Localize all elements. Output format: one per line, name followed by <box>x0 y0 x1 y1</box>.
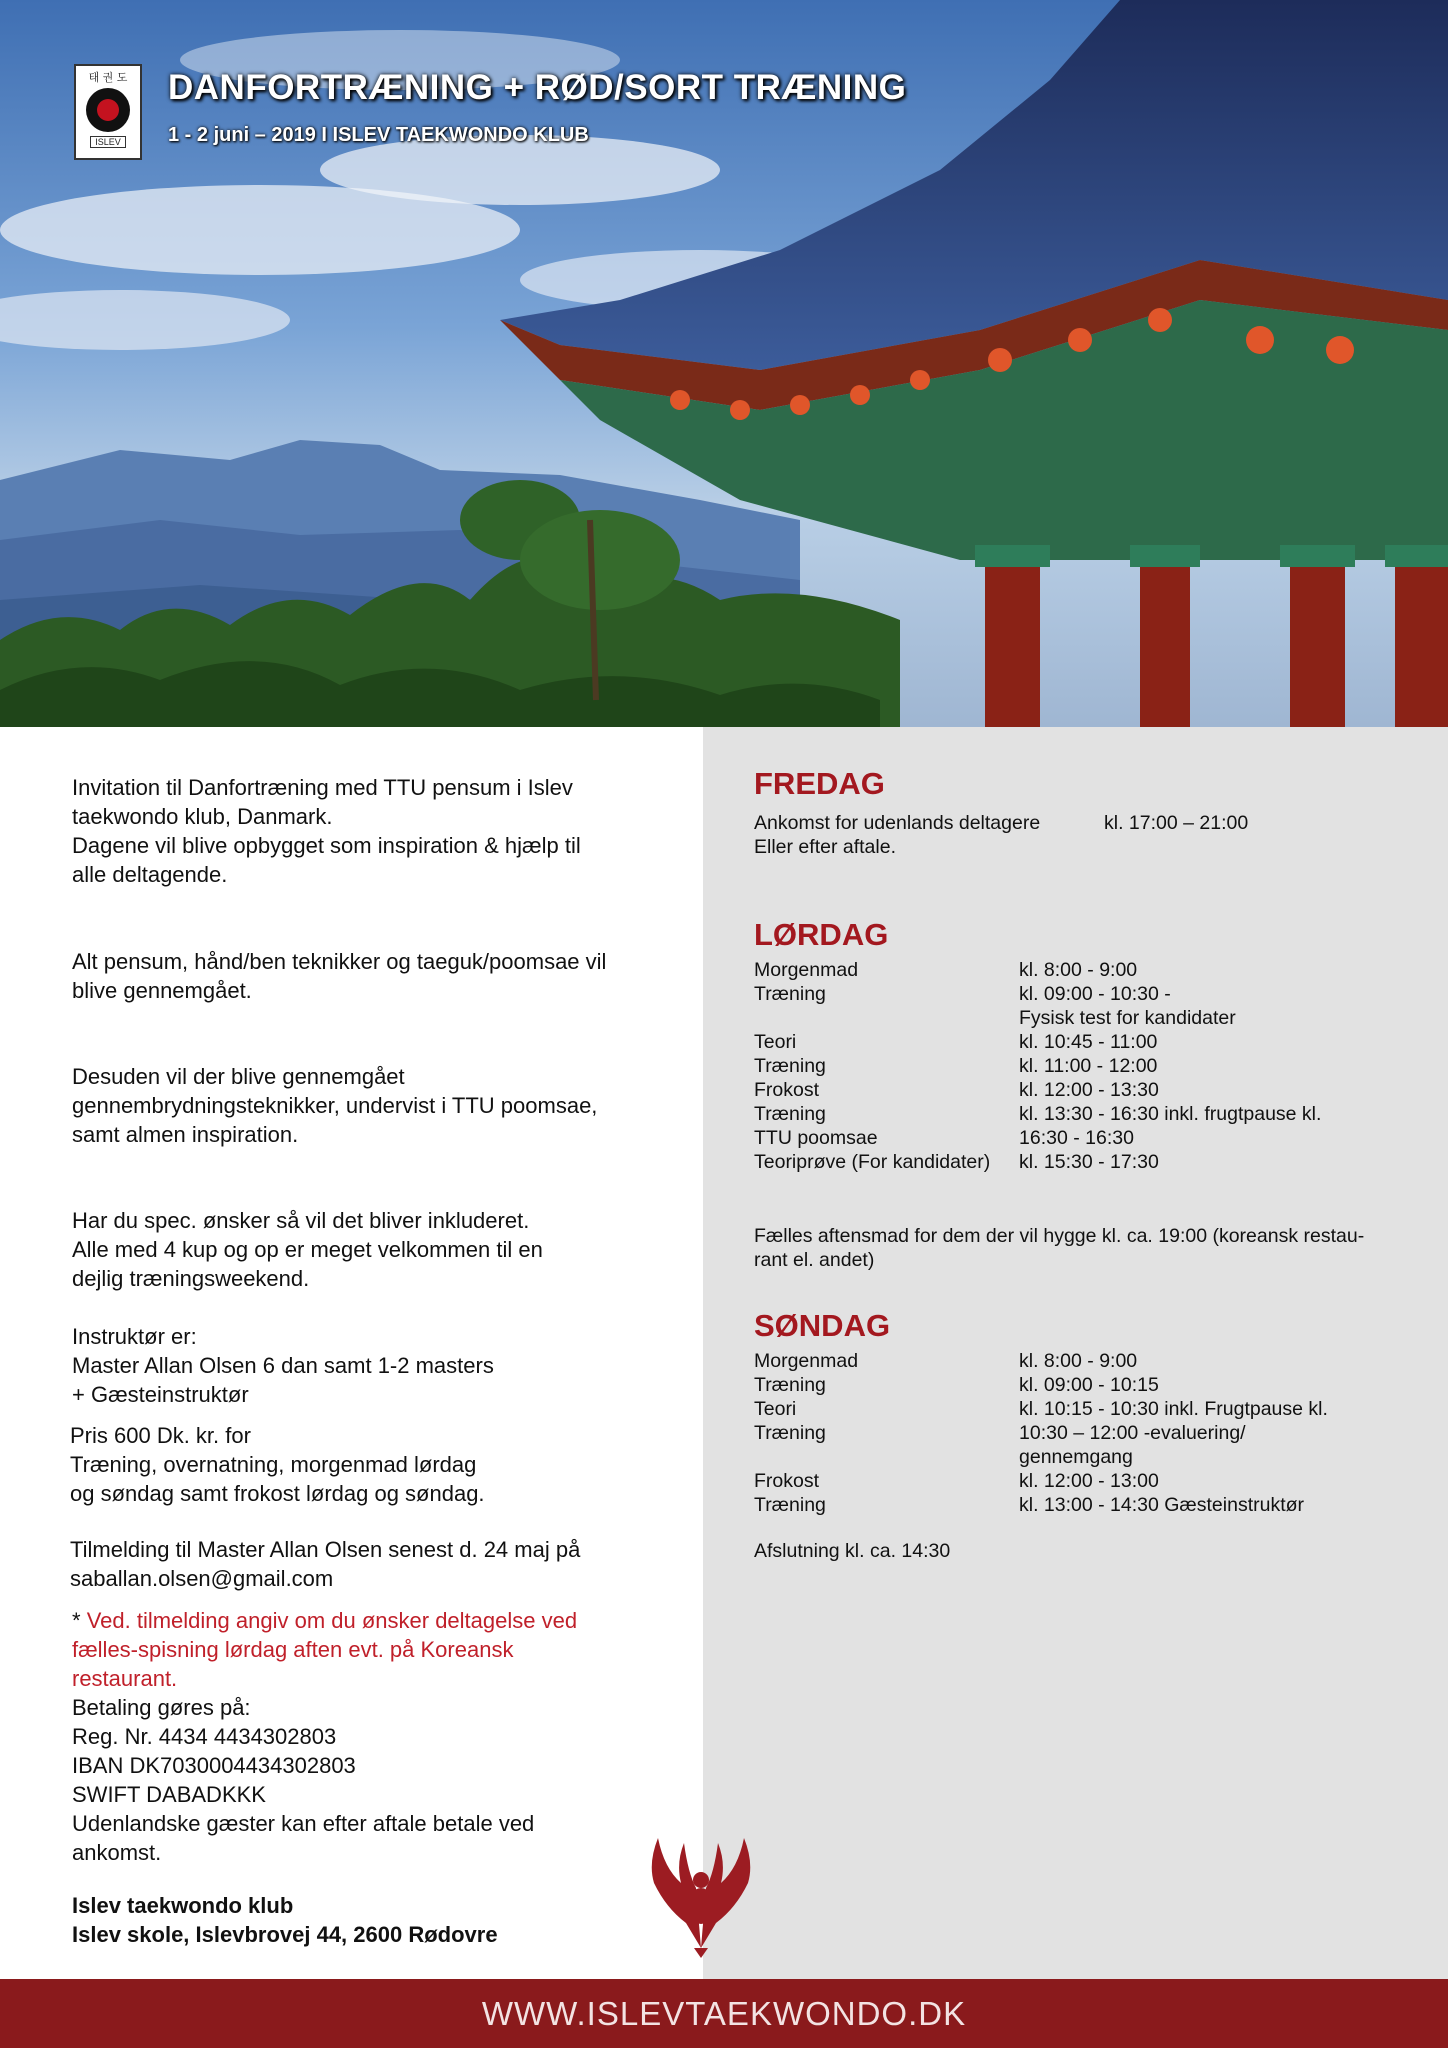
row-label: Frokost <box>754 1079 820 1101</box>
schedule-row <box>754 1445 1404 1469</box>
sunday-rows <box>754 1349 1404 1517</box>
instructor-paragraph <box>72 1322 692 1409</box>
logo-label: ISLEV <box>90 136 126 148</box>
text-line: Instruktør er: <box>72 1324 197 1349</box>
curriculum-paragraph <box>72 947 692 1005</box>
club-address <box>72 1891 692 1949</box>
sunday-section <box>754 1306 1404 1563</box>
friday-extra: Eller efter aftale. <box>754 836 896 858</box>
row-label: Træning <box>754 983 826 1005</box>
schedule-row <box>754 1126 1404 1150</box>
dinner-note <box>72 1606 692 1693</box>
logo-korean-text: 태 권 도 <box>88 71 128 84</box>
row-time: kl. 11:00 - 12:00 <box>1019 1055 1158 1077</box>
row-time: kl. 09:00 - 10:15 <box>1019 1374 1159 1396</box>
text-line: dejlig træningsweekend. <box>72 1266 310 1291</box>
wishes-paragraph <box>72 1206 692 1293</box>
text-line: Alt pensum, hånd/ben teknikker og taeguk/poomsae vil <box>72 949 607 974</box>
text-line: Træning, overnatning, morgenmad lørdag <box>70 1452 477 1477</box>
row-label: Morgenmad <box>754 959 859 981</box>
row-label: Frokost <box>754 1470 820 1492</box>
text-line: SWIFT DABADKKK <box>72 1782 266 1807</box>
row-time: kl. 15:30 - 17:30 <box>1019 1151 1159 1173</box>
schedule-row <box>754 1397 1404 1421</box>
text-line: restaurant. <box>72 1666 178 1691</box>
schedule-row <box>754 982 1404 1006</box>
page-subtitle: 1 - 2 juni – 2019 I ISLEV TAEKWONDO KLUB <box>168 124 589 146</box>
row-label: Træning <box>754 1055 826 1077</box>
text-line: fælles-spisning lørdag aften evt. på Koreansk <box>72 1637 514 1662</box>
text-line: Udenlandske gæster kan efter aftale betale ved <box>72 1811 535 1836</box>
text-line: Fælles aftensmad for dem der vil hygge kl. ca. 19:00 (koreansk restau- <box>754 1225 1365 1247</box>
row-time: 16:30 - 16:30 <box>1019 1127 1134 1149</box>
schedule-row <box>754 1102 1404 1126</box>
row-time: gennemgang <box>1019 1446 1133 1468</box>
dinner-info <box>754 1224 1404 1272</box>
row-label: Teori <box>754 1398 797 1420</box>
day-heading-saturday: LØRDAG <box>754 917 889 952</box>
row-label: Morgenmad <box>754 1350 859 1372</box>
text-line: Alle med 4 kup og op er meget velkommen til en <box>72 1237 543 1262</box>
row-label <box>754 1006 1019 1030</box>
row-time: 10:30 – 12:00 -evaluering/ <box>1019 1422 1246 1444</box>
text-line: ankomst. <box>72 1840 162 1865</box>
note-asterisk: * <box>72 1608 87 1633</box>
text-line: Tilmelding til Master Allan Olsen senest d. 24 maj på <box>70 1537 581 1562</box>
taeguk-emblem-icon <box>86 88 130 132</box>
row-time: kl. 10:15 - 10:30 inkl. Frugtpause kl. <box>1019 1398 1328 1420</box>
text-line: samt almen inspiration. <box>72 1122 299 1147</box>
payment-info <box>72 1693 692 1867</box>
schedule-row <box>754 1006 1404 1030</box>
price-paragraph <box>70 1421 692 1508</box>
text-line: Reg. Nr. 4434 4434302803 <box>72 1724 337 1749</box>
row-time: Fysisk test for kandidater <box>1019 1007 1236 1029</box>
row-label: Teoriprøve (For kandidater) <box>754 1151 991 1173</box>
row-label <box>754 1445 1019 1469</box>
schedule-row <box>754 1054 1404 1078</box>
schedule-row <box>754 1469 1404 1493</box>
signup-paragraph <box>70 1535 692 1593</box>
row-time: kl. 09:00 - 10:30 - <box>1019 983 1171 1005</box>
friday-section <box>754 764 1404 859</box>
row-time: kl. 8:00 - 9:00 <box>1019 1350 1138 1372</box>
text-line: gennembrydningsteknikker, undervist i TTU poomsae, <box>72 1093 598 1118</box>
invitation-text <box>72 773 692 1949</box>
text-line: Islev taekwondo klub <box>72 1893 294 1918</box>
club-logo <box>74 64 142 160</box>
schedule-row <box>754 1078 1404 1102</box>
row-label: TTU poomsae <box>754 1127 878 1149</box>
day-heading-friday: FREDAG <box>754 766 885 801</box>
row-time: kl. 17:00 – 21:00 <box>1104 812 1249 834</box>
row-label: Træning <box>754 1103 826 1125</box>
schedule-row <box>754 1030 1404 1054</box>
row-time: kl. 12:00 - 13:30 <box>1019 1079 1159 1101</box>
text-line: alle deltagende. <box>72 862 228 887</box>
row-time: kl. 8:00 - 9:00 <box>1019 959 1138 981</box>
row-label: Teori <box>754 1031 797 1053</box>
techniques-paragraph <box>72 1062 692 1149</box>
footer-website[interactable]: WWW.ISLEVTAEKWONDO.DK <box>0 1979 1448 2048</box>
schedule-row <box>754 958 1404 982</box>
schedule-row <box>754 1421 1404 1445</box>
signup-email[interactable]: saballan.olsen@gmail.com <box>70 1566 334 1591</box>
text-line: Desuden vil der blive gennemgået <box>72 1064 405 1089</box>
schedule-row <box>754 811 1404 835</box>
text-line: Dagene vil blive opbygget som inspiration & hjælp til <box>72 833 581 858</box>
text-line: IBAN DK7030004434302803 <box>72 1753 356 1778</box>
day-heading-sunday: SØNDAG <box>754 1308 891 1343</box>
row-label: Ankomst for udenlands deltagere <box>754 812 1041 834</box>
row-time: kl. 10:45 - 11:00 <box>1019 1031 1158 1053</box>
hero-photo <box>0 0 1448 727</box>
text-line: Master Allan Olsen 6 dan samt 1-2 masters <box>72 1353 494 1378</box>
row-label: Træning <box>754 1494 826 1516</box>
text-line: Islev skole, Islevbrovej 44, 2600 Rødovre <box>72 1922 498 1947</box>
schedule-row <box>754 1349 1404 1373</box>
text-line: Har du spec. ønsker så vil det bliver inkluderet. <box>72 1208 530 1233</box>
text-line: og søndag samt frokost lørdag og søndag. <box>70 1481 485 1506</box>
phoenix-emblem-icon <box>646 1828 756 1958</box>
row-time: kl. 12:00 - 13:00 <box>1019 1470 1159 1492</box>
schedule-row <box>754 1150 1404 1174</box>
saturday-rows <box>754 958 1404 1174</box>
row-time: kl. 13:00 - 14:30 Gæsteinstruktør <box>1019 1494 1305 1516</box>
page-title: DANFORTRÆNING + RØD/SORT TRÆNING <box>168 68 907 107</box>
text-line: Pris 600 Dk. kr. for <box>70 1423 251 1448</box>
text-line: taekwondo klub, Danmark. <box>72 804 333 829</box>
text-line: Ved. tilmelding angiv om du ønsker deltagelse ved <box>86 1608 578 1633</box>
row-time: kl. 13:30 - 16:30 inkl. frugtpause kl. <box>1019 1103 1322 1125</box>
schedule <box>754 764 1404 1563</box>
schedule-row <box>754 1373 1404 1397</box>
saturday-section <box>754 915 1404 1272</box>
closing-time: Afslutning kl. ca. 14:30 <box>754 1540 951 1562</box>
row-label: Træning <box>754 1374 826 1396</box>
schedule-row <box>754 1493 1404 1517</box>
intro-paragraph <box>72 773 692 889</box>
text-line: Betaling gøres på: <box>72 1695 251 1720</box>
text-line: rant el. andet) <box>754 1249 875 1271</box>
row-label: Træning <box>754 1422 826 1444</box>
text-line: Invitation til Danfortræning med TTU pensum i Islev <box>72 775 573 800</box>
text-line: + Gæsteinstruktør <box>72 1382 249 1407</box>
temple-landscape-illustration <box>0 0 1448 727</box>
text-line: blive gennemgået. <box>72 978 252 1003</box>
